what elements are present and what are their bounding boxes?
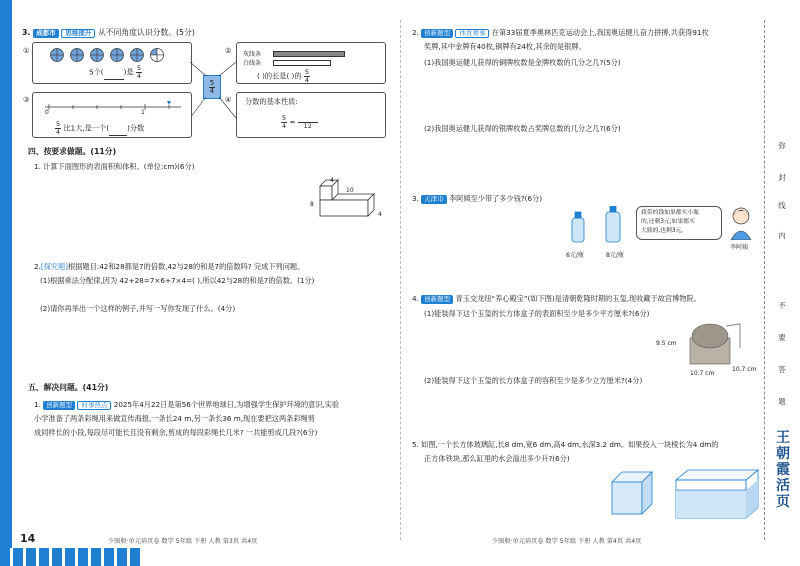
s5-q1-line3: 成同样长的小段,每段尽可能长且没有剩余,剪成的每段彩绳长几米? 一共能剪成几段?(6分) [34, 428, 318, 437]
section-4-title: 四、按要求做题。(11分) [28, 147, 117, 156]
r2-line2: 奖牌,其中金牌有40枚,铜牌有24枚,其余的是银牌。 [424, 42, 586, 51]
sidebar-word: 不 [778, 301, 786, 310]
footer-right: 少图般·单元培页卷 数学 5年级 下册 人教 第4页 共4页 [492, 538, 642, 545]
r2-line1: 2. 创新题型 体育赛事 在第33届夏季奥林匹克运动会上,我国奥运健儿奋力拼搏,共获得91枚 [412, 28, 709, 37]
r5-line2: 正方体铁块,那么缸里的水会溢出多少升?(6分) [424, 454, 570, 463]
c4-equation: $\frac{5}{4}$ = 12 [281, 115, 318, 130]
s4-q2-2: (2)请你再举出一个这样的例子,并写一写你发现了什么。(4分) [40, 304, 236, 313]
dim-b: 10 [346, 187, 354, 194]
ruler-start: 0 [45, 109, 49, 116]
circled-3: ③ [23, 95, 30, 104]
dim-a: 4 [330, 177, 334, 184]
publisher-logo: 王朝霞活页 [776, 430, 790, 510]
seal-line [764, 20, 765, 540]
circled-2: ② [225, 46, 232, 55]
tank-diagram [606, 466, 766, 522]
section-5-title: 五、解决问题。(41分) [28, 383, 109, 392]
page-divider [400, 20, 401, 540]
binding-strip-left [0, 0, 12, 566]
sidebar-word: 弥 [778, 141, 786, 150]
s4-q1: 1. 计算下面图形的表面积和体积。(单位:cm)(6分) [34, 162, 195, 171]
connector-lines [188, 60, 238, 120]
r3-line: 3. 天津市 李阿姨至少带了多少钱?(6分) [412, 194, 543, 203]
gray-bar-label: 灰线条 [243, 51, 262, 58]
r5-line1: 5. 如图,一个长方体玻璃缸,长8 dm,宽6 dm,高4 dm,水深3.2 dm。如果投入一块棱长为4 dm的 [412, 440, 719, 449]
q3-header [22, 28, 195, 38]
s5-q1-line2: 小学准备了两条彩绳用来做宣传海报,一条长24 m,另一条长36 m,现在要把这两条彩绳剪 [34, 414, 315, 423]
circle-row [47, 47, 187, 63]
c3-statement: $\frac{5}{4}$ 比1大,是一个( )分数 [56, 120, 145, 136]
q3-box-1 [23, 42, 192, 84]
sidebar-word: 线 [778, 201, 786, 210]
r4-sub2: (2)能装得下这个玉玺的长方体盒子的容积至少是多少立方厘米?(4分) [424, 376, 643, 385]
s5-q1-line1: 1. 创新题型 时事热点 2025年4月22日是第56个世界地球日,为增强学生保护环境的意识,实验 [34, 400, 340, 409]
price-large: 8元/瓶 [606, 252, 624, 259]
q3-prompt: 从不同角度认识分数。(5分) [98, 28, 195, 37]
ruler-end: 1 [141, 109, 145, 116]
binding-strip-bottom [0, 548, 140, 566]
circled-1: ① [23, 46, 30, 55]
composite-solid [312, 176, 382, 230]
s4-q2: 2.[探究题]根据题目:42和28都是7的倍数,42与28的和是7的倍数吗? 完成下列问题。 [34, 262, 305, 271]
c4-title: 分数的基本性质: [245, 97, 298, 106]
page-number: 14 [20, 532, 36, 545]
seal-length: 10.7 cm [690, 370, 715, 377]
c2-statement: ( )的长是( )的 $\frac{5}{4}$ [257, 68, 309, 84]
r4-line1: 4. 创新题型 青玉交龙纽“养心殿宝”(如下图)是清朝乾隆时期的玉玺,现收藏于故宫博物院。 [412, 294, 701, 303]
sidebar-word: 内 [778, 231, 786, 240]
q3-box-4 [225, 92, 386, 138]
c1-statement: 5个( )是 $\frac{5}{4}$ [89, 64, 142, 80]
sidebar-word: 封 [778, 173, 786, 182]
dim-d: 4 [378, 211, 382, 218]
seal-width: 10.7 cm [732, 366, 757, 373]
sidebar-word: 要 [778, 333, 786, 342]
r2-sub2: (2)我国奥运健儿获得的银牌枚数占奖牌总数的几分之几?(6分) [424, 124, 621, 133]
gray-bar [273, 51, 345, 57]
water-bottles [566, 206, 626, 248]
region-tag: 成都市 [33, 29, 59, 38]
person-name: 李阿姨 [730, 244, 749, 251]
white-bar [273, 60, 331, 66]
seal-height: 9.5 cm [656, 340, 677, 347]
dim-c: 8 [310, 201, 314, 208]
q3-box-3 [23, 92, 192, 138]
center-fraction: $\frac{5}{4}$ [203, 75, 221, 99]
footer-left: 少图般·单元培页卷 数学 5年级 下册 人教 第3页 共4页 [108, 538, 258, 545]
white-bar-label: 白线条 [243, 60, 262, 67]
price-small: 6元/瓶 [566, 252, 584, 259]
sidebar-word: 题 [778, 397, 786, 406]
q3-box-2 [225, 42, 386, 84]
speech-bubble: 我带的钱如果都买小瓶 的,还剩3元;如果都买 大瓶的,也剩3元。 [636, 206, 722, 240]
person-icon [726, 206, 756, 240]
sidebar-word: 答 [778, 365, 786, 374]
r4-sub1: (1)能装得下这个玉玺的长方体盒子的表面积至少是多少平方厘米?(6分) [424, 309, 650, 318]
jade-seal-image [680, 318, 746, 368]
s4-q2-1: (1)根据乘法分配律,因为 42+28=7×6+7×4=( ),所以42与28的和是7的倍数。(1分) [40, 276, 315, 285]
number-line [41, 97, 185, 115]
q3-number: 3. [22, 28, 31, 37]
topic-tag: 思维提升 [61, 29, 95, 38]
circled-4: ④ [225, 95, 232, 104]
r2-sub1: (1)我国奥运健儿获得的铜牌枚数是金牌枚数的几分之几?(5分) [424, 58, 621, 67]
